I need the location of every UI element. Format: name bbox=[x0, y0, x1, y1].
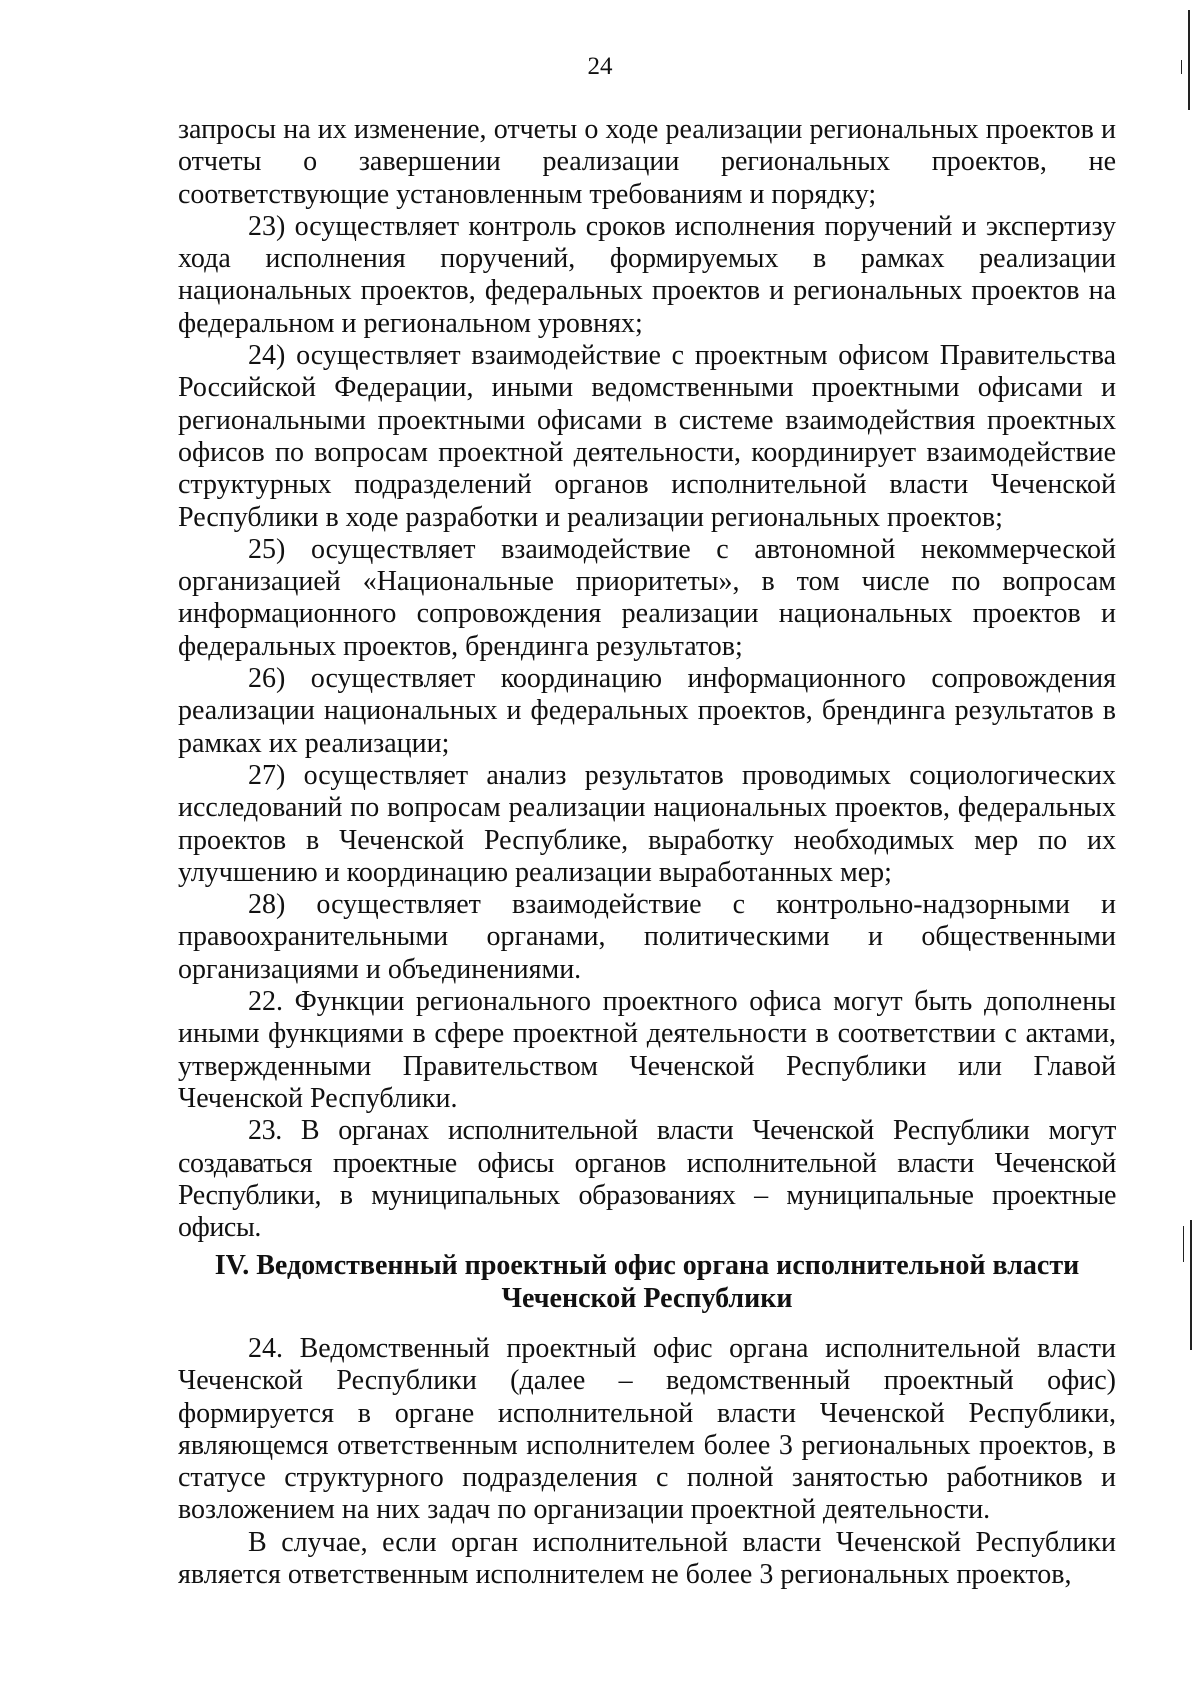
item-24: 24. Ведомственный проектный офис органа исполнительной власти Чеченской Республики (далее – ведомственный проектный офис) формируется в органе исполнительной власти Чеченской Республики, являющемся ответственным исполнителем более 3 региональных проектов, в статусе структурного подразделения с полной занятостью работников и возложением на них задач по организации проектной деятельности. bbox=[178, 1332, 1116, 1526]
section-heading bbox=[178, 1250, 1116, 1315]
paragraph-27: 27) осуществляет анализ результатов проводимых социологических исследований по вопросам реализации национальных проектов, федеральных проектов в Чеченской Республике, выработку необходимых мер по их улучшению и координацию реализации выработанных мер; bbox=[178, 759, 1116, 888]
scan-edge-mark-middle-small bbox=[1183, 1226, 1184, 1262]
paragraph-28: 28) осуществляет взаимодействие с контрольно-надзорными и правоохранительными органами, политическими и общественными организациями и объединениями. bbox=[178, 889, 1116, 985]
paragraph-24: 24) осуществляет взаимодействие с проектным офисом Правительства Российской Федерации, иными ведомственными проектными офисами и региональными проектными офисами в системе взаимодействия проектных офисов по вопросам проектной деятельности, координирует взаимодействие структурных подразделений органов исполнительной власти Чеченской Республики в ходе разработки и реализации региональных проектов; bbox=[178, 340, 1116, 533]
scan-edge-mark-middle bbox=[1190, 1220, 1192, 1350]
item-23: 23. В органах исполнительной власти Чеченской Республики могут создаваться проектные офисы органов исполнительной власти Чеченской Республики, в муниципальных образованиях – муниципальные проектные офисы. bbox=[178, 1115, 1116, 1244]
page-number: 24 bbox=[587, 53, 613, 80]
item-22: 22. Функции регионального проектного офиса могут быть дополнены иными функциями в сфере проектной деятельности в соответствии с актами, утвержденными Правительством Чеченской Республики или Главой Чеченской Республики. bbox=[178, 986, 1116, 1114]
paragraph-continuation: запросы на их изменение, отчеты о ходе реализации региональных проектов и отчеты о завершении реализации региональных проектов, не соответствующие установленным требованиям и порядку; bbox=[178, 114, 1116, 210]
section-heading-line-2: Чеченской Республики bbox=[501, 1282, 793, 1314]
paragraph-26: 26) осуществляет координацию информационного сопровождения реализации национальных и федеральных проектов, брендинга результатов в рамках их реализации; bbox=[178, 663, 1116, 759]
scan-edge-mark-top-small bbox=[1181, 60, 1182, 74]
scan-edge-mark-top bbox=[1188, 10, 1190, 110]
document-body bbox=[178, 114, 1116, 1591]
section-heading-line-1: IV. Ведомственный проектный офис органа исполнительной власти bbox=[214, 1250, 1080, 1282]
paragraph-23: 23) осуществляет контроль сроков исполнения поручений и экспертизу хода исполнения поручений, формируемых в рамках реализации национальных проектов, федеральных проектов и региональных проектов на федеральном и региональном уровнях; bbox=[178, 210, 1116, 339]
item-24-continuation: В случае, если орган исполнительной власти Чеченской Республики является ответственным исполнителем не более 3 региональных проектов, bbox=[178, 1526, 1116, 1591]
paragraph-25: 25) осуществляет взаимодействие с автономной некоммерческой организацией «Национальные приоритеты», в том числе по вопросам информационного сопровождения реализации национальных проектов и федеральных проектов, брендинга результатов; bbox=[178, 533, 1116, 662]
